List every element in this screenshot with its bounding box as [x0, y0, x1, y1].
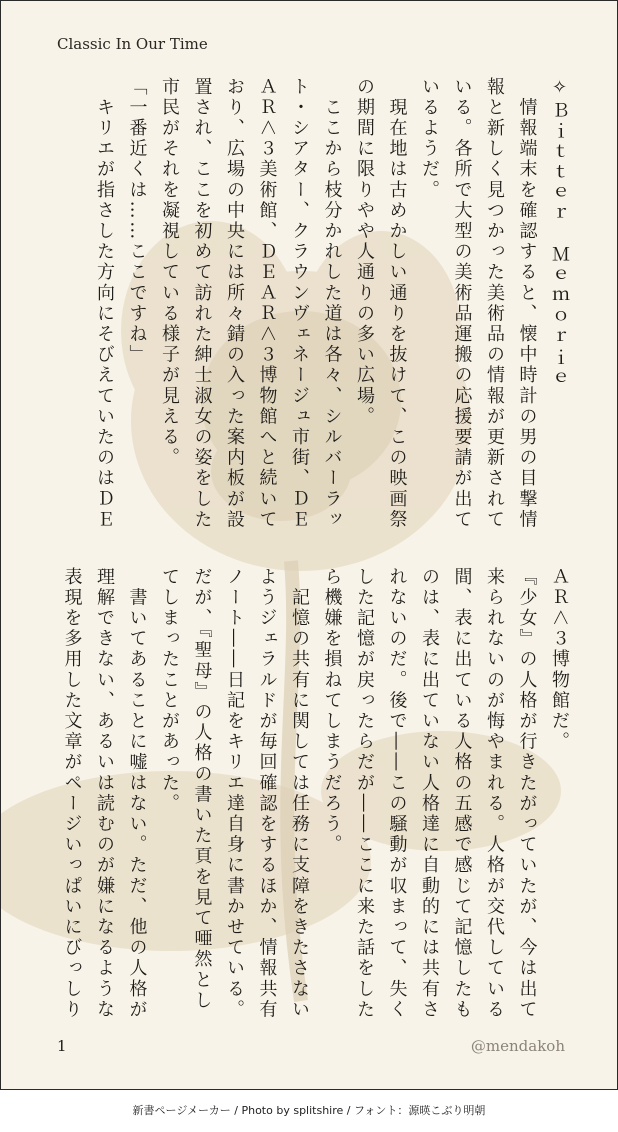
text-line: 現在地は古めかしい通りを抜けて、この映画祭: [386, 77, 408, 531]
text-line: ここから枝分かれした道は各々、シルバーラッ: [321, 77, 343, 531]
text-line: ＡＲ＜３美術館、ＤＥＡＲ＜３博物館へと続いて: [256, 77, 278, 531]
text-line: 情報端末を確認すると、懐中時計の男の目撃情: [516, 77, 538, 531]
credit-line: 新書ページメーカー / Photo by splitshire / フォント：源暎こぶり明朝: [132, 1104, 486, 1117]
text-line: いる。各所で大型の美術品運搬の応援要請が出て: [451, 77, 473, 531]
text-line: ようジェラルドが毎回確認をするほか、情報共有: [256, 567, 278, 1021]
text-line: ら機嫌を損ねてしまうだろう。: [321, 567, 343, 856]
text-line: 間、表に出ている人格の五感で感じて記憶したも: [451, 567, 473, 1021]
text-line: 表現を多用した文章がページいっぱいにびっしり: [61, 567, 83, 1021]
book-title-header: Classic In Our Time: [57, 35, 208, 53]
text-line: おり、広場の中央には所々錆の入った案内板が設: [224, 77, 245, 531]
text-line: 市民がそれを凝視している様子が見える。: [159, 77, 180, 469]
author-handle: @mendakoh: [470, 1037, 565, 1055]
text-line: だが、『聖母』の人格の書いた頁を見て唖然とし: [191, 567, 213, 1012]
text-line: のは、表に出ていない人格達に自動的には共有さ: [419, 567, 440, 1021]
text-line: ト・シアター、クラウンヴェネージュ市街、ＤＥ: [289, 77, 310, 531]
text-line: の期間に限りやや人通りの多い広場。: [354, 77, 375, 428]
text-line: ＡＲ＜３博物館だ。: [549, 567, 570, 753]
text-line: ノート――日記をキリエ達自身に書かせている。: [224, 567, 245, 1021]
text-line: 理解できない、あるいは読むのが嫌になるような: [94, 567, 115, 1021]
text-line: 置され、ここを初めて訪れた紳士淑女の姿をした: [191, 77, 213, 531]
text-line: 報と新しく見つかった美術品の情報が更新されて: [484, 77, 505, 531]
text-line: 書いてあることに嘘はない。ただ、他の人格が: [126, 567, 148, 1021]
page-number: 1: [57, 1037, 67, 1055]
text-line: いるようだ。: [419, 77, 440, 201]
text-line: 記憶の共有に関しては任務に支障をきたさない: [289, 567, 310, 1021]
text-line: した記憶が戻ったらだが――ここに来た話をした: [354, 567, 375, 1021]
text-line: ✧Ｂｉｔｔｅｒ Ｍｅｍｏｒｉｅ: [549, 77, 570, 389]
text-line: キリエが指さした方向にそびえていたのはＤＥ: [94, 77, 115, 531]
text-line: てしまったことがあった。: [159, 567, 180, 815]
text-line: れないのだ。後で――この騒動が収まって、失く: [386, 567, 408, 1021]
text-line: 『少女』の人格が行きたがっていたが、今は出て: [516, 567, 538, 1021]
text-line: 来られないのが悔やまれる。人格が交代している: [484, 567, 505, 1021]
upper-text-block: [47, 77, 575, 531]
lower-text-block: [47, 567, 575, 1021]
text-line: 「一番近くは……ここですね」: [126, 77, 148, 366]
